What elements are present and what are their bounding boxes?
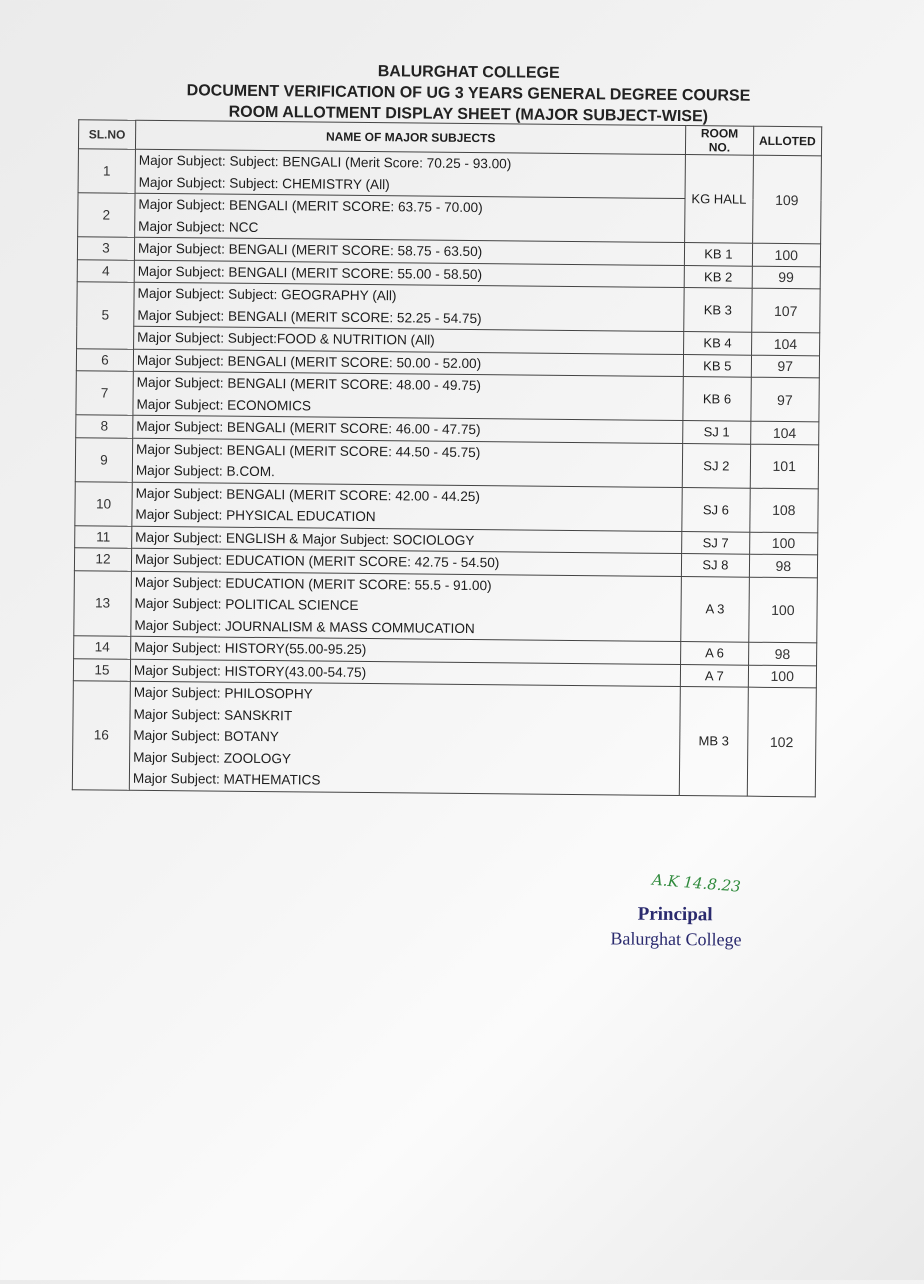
serial-cell: 10 — [75, 481, 132, 526]
subject-line: Major Subject: BENGALI (MERIT SCORE: 55.00 - 58.50) — [137, 263, 483, 282]
subject-line: Major Subject: EDUCATION (MERIT SCORE: 42.75 - 54.50) — [134, 551, 500, 571]
room-cell: KB 4 — [684, 332, 752, 355]
table-row — [76, 371, 819, 422]
serial-cell: 3 — [77, 237, 134, 260]
subject-line: Major Subject: SANSKRIT — [133, 706, 293, 723]
col-header-name: NAME OF MAJOR SUBJECTS — [135, 120, 686, 154]
handwritten-signature: A.K 14.8.23 — [651, 870, 742, 896]
subject-line: Major Subject: MATHEMATICS — [132, 770, 321, 788]
allotted-cell: 107 — [751, 288, 820, 333]
subject-line: Major Subject: Subject: CHEMISTRY (All) — [138, 174, 390, 192]
subject-line: Major Subject: PHILOSOPHY — [133, 684, 313, 702]
allotted-cell: 100 — [749, 532, 818, 555]
signatory-title: Principal — [637, 903, 713, 926]
allotted-cell: 97 — [751, 355, 820, 378]
serial-cell: 16 — [72, 681, 130, 790]
room-cell: KB 3 — [684, 288, 752, 333]
subject-line: Major Subject: JOURNALISM & MASS COMMUCATION — [134, 617, 475, 636]
serial-cell: 15 — [73, 658, 130, 681]
room-cell: KB 5 — [684, 354, 752, 377]
institution-name: BALURGHAT COLLEGE — [377, 63, 560, 82]
allotted-cell: 100 — [752, 243, 821, 266]
table-row — [75, 437, 818, 488]
allotted-cell: 102 — [747, 687, 816, 796]
table-row — [75, 481, 818, 532]
serial-cell: 1 — [78, 149, 135, 194]
allotted-cell: 108 — [749, 488, 818, 533]
subject-line: Major Subject: BENGALI (MERIT SCORE: 42.00 - 44.25) — [135, 485, 480, 504]
signatory-organization: Balurghat College — [610, 928, 742, 950]
document-header — [73, 58, 864, 129]
subject-line: Major Subject: Subject: GEOGRAPHY (All) — [137, 285, 397, 304]
subject-line: Major Subject: POLITICAL SCIENCE — [134, 595, 359, 613]
subject-line: Major Subject: ENGLISH & Major Subject: SOCIOLOGY — [135, 529, 475, 548]
room-cell: KB 6 — [683, 377, 751, 422]
subject-line: Major Subject: HISTORY(43.00-54.75) — [133, 662, 367, 680]
room-cell: SJ 2 — [682, 443, 750, 488]
subject-line: Major Subject: ZOOLOGY — [133, 749, 292, 766]
room-cell: SJ 6 — [682, 487, 750, 532]
document-subtitle: ROOM ALLOTMENT DISPLAY SHEET (MAJOR SUBJECT-WISE) — [228, 103, 709, 126]
room-cell: SJ 7 — [682, 531, 750, 554]
serial-cell: 9 — [75, 437, 132, 482]
serial-cell: 6 — [76, 348, 133, 371]
allotted-cell: 99 — [752, 266, 821, 289]
serial-cell: 7 — [76, 371, 133, 416]
allotted-cell: 109 — [752, 155, 821, 244]
room-cell: A 7 — [681, 664, 749, 687]
allotted-cell: 98 — [749, 554, 818, 577]
table-row — [77, 282, 820, 333]
serial-cell: 12 — [74, 548, 131, 571]
subject-line: Major Subject: BENGALI (MERIT SCORE: 48.00 - 49.75) — [136, 374, 482, 394]
signature-block — [608, 870, 808, 950]
subjects-cell — [134, 282, 685, 331]
subjects-cell — [132, 438, 683, 487]
serial-cell: 8 — [76, 415, 133, 438]
subject-line: Major Subject: NCC — [138, 218, 259, 235]
subject-line: Major Subject: BENGALI (MERIT SCORE: 52.25 - 54.75) — [137, 307, 482, 326]
col-header-allotted: ALLOTED — [753, 126, 822, 156]
allotted-cell: 100 — [748, 665, 817, 688]
allotted-cell: 100 — [748, 577, 817, 643]
room-cell: KB 1 — [685, 243, 753, 266]
allotted-cell: 98 — [748, 642, 817, 665]
subject-line: Major Subject: PHYSICAL EDUCATION — [135, 506, 376, 525]
subjects-cell — [135, 193, 686, 242]
col-header-room: ROOM NO. — [686, 126, 754, 156]
subjects-cell — [133, 371, 684, 420]
subject-line: Major Subject: ECONOMICS — [136, 396, 312, 413]
room-cell: A 6 — [681, 642, 749, 665]
room-cell: SJ 8 — [682, 554, 750, 577]
table-row — [72, 681, 816, 797]
subject-line: Major Subject: B.COM. — [135, 462, 275, 480]
allotted-cell: 97 — [750, 377, 819, 422]
subject-line: Major Subject: BENGALI (MERIT SCORE: 50.00 - 52.00) — [136, 352, 482, 371]
room-cell: MB 3 — [680, 687, 748, 796]
serial-cell: 2 — [78, 193, 135, 238]
document-title: DOCUMENT VERIFICATION OF UG 3 YEARS GENERAL DEGREE COURSE — [186, 82, 751, 105]
serial-cell: 4 — [77, 259, 134, 282]
subject-line: Major Subject: EDUCATION (MERIT SCORE: 55.5 - 91.00) — [134, 574, 492, 593]
subjects-cell — [129, 681, 680, 795]
subject-line: Major Subject: BENGALI (MERIT SCORE: 58.75 - 63.50) — [137, 240, 483, 260]
table-row — [74, 570, 818, 643]
subjects-cell — [131, 571, 682, 642]
room-allotment-table — [72, 119, 822, 797]
subject-line: Major Subject: BENGALI (MERIT SCORE: 44.50 - 45.75) — [136, 441, 481, 460]
subject-line: Major Subject: BENGALI (MERIT SCORE: 63.75 - 70.00) — [138, 196, 483, 216]
serial-cell: 11 — [75, 525, 132, 548]
subject-line: Major Subject: BENGALI (MERIT SCORE: 46.00 - 47.75) — [136, 418, 481, 438]
serial-cell: 5 — [77, 282, 135, 349]
allotted-cell: 101 — [750, 444, 819, 489]
subjects-cell — [132, 482, 683, 531]
subject-line: Major Subject: Subject:FOOD & NUTRITION (All) — [137, 329, 435, 348]
table-row — [78, 149, 821, 200]
room-cell: A 3 — [681, 576, 749, 642]
serial-cell: 13 — [74, 570, 132, 636]
serial-cell: 14 — [74, 636, 131, 659]
subject-line: Major Subject: HISTORY(55.00-95.25) — [134, 639, 367, 658]
col-header-sl: SL.NO — [78, 120, 135, 150]
room-cell: KB 2 — [684, 265, 752, 288]
room-cell: KG HALL — [685, 155, 753, 244]
allotted-cell: 104 — [751, 332, 820, 355]
room-cell: SJ 1 — [683, 421, 751, 444]
subject-line: Major Subject: BOTANY — [133, 727, 279, 745]
subject-line: Major Subject: Subject: BENGALI (Merit Score: 70.25 - 93.00) — [138, 152, 512, 172]
allotted-cell: 104 — [750, 421, 819, 444]
subjects-cell — [135, 149, 686, 198]
